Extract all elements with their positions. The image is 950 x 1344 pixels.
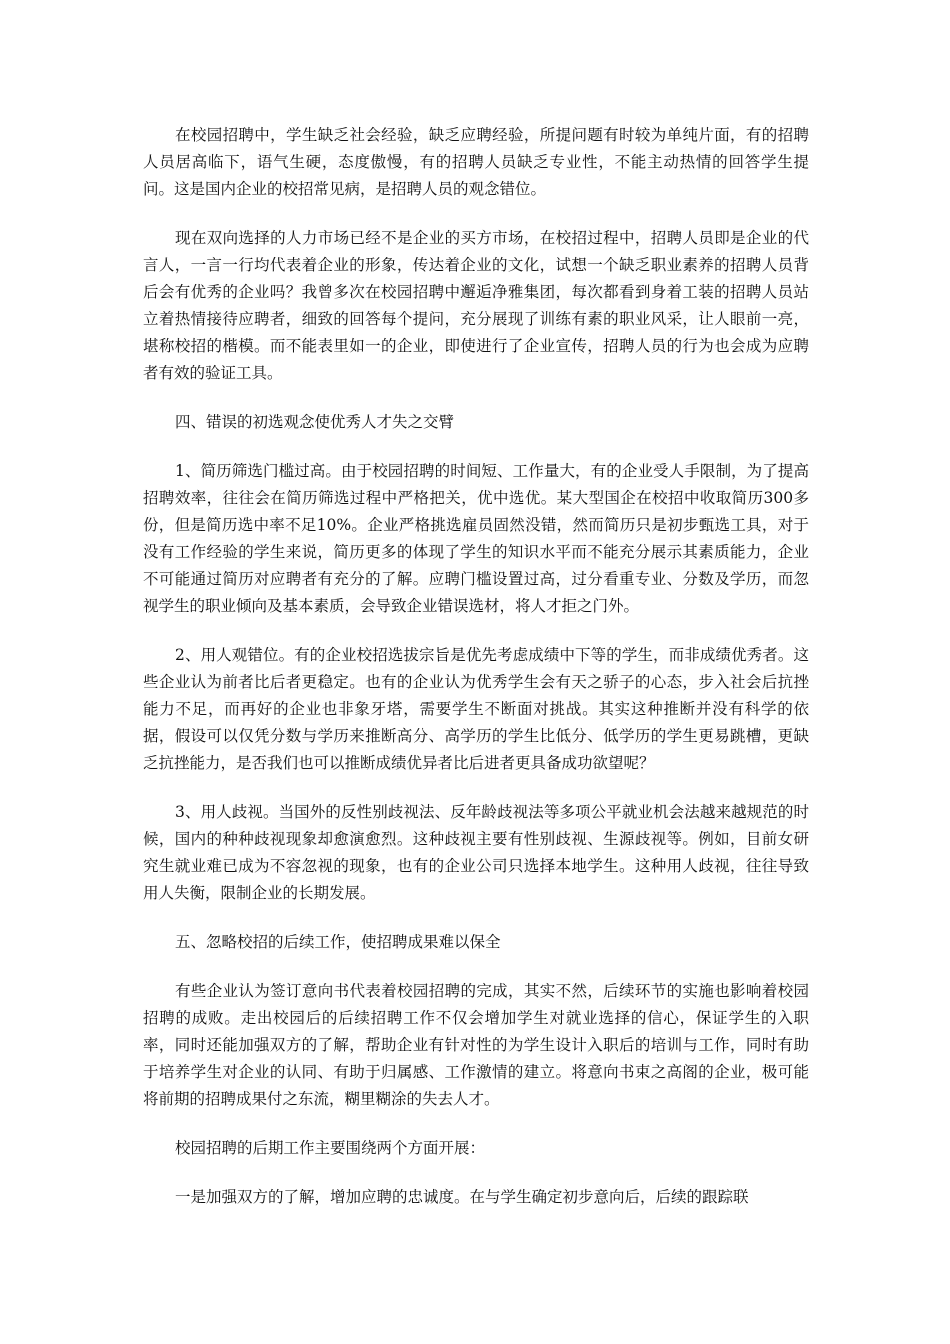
- paragraph: 校园招聘的后期工作主要围绕两个方面开展：: [175, 1139, 486, 1157]
- paragraph: 有些企业认为签订意向书代表着校园招聘的完成，其实不然，后续环节的实施也影响着校园招聘的成败。走出校园后的后续招聘工作不仅会增加学生对就业选择的信心，保证学生的入职率，同时还能加强双方的了解，帮助企业有针对性的为学生设计入职后的培训与工作，同时有助于培养学生对企业的认同、有助于归属感、工作激情的建立。将意向书束之高阁的企业，极可能将前期的招聘成果付之东流，糊里糊涂的失去人才。: [143, 982, 809, 1108]
- paragraph: 在校园招聘中，学生缺乏社会经验，缺乏应聘经验，所提问题有时较为单纯片面，有的招聘人员居高临下，语气生硬，态度傲慢，有的招聘人员缺乏专业性，不能主动热情的回答学生提问。这是国内企业的校招常见病，是招聘人员的观念错位。: [143, 126, 809, 198]
- paragraph: 1、简历筛选门槛过高。由于校园招聘的时间短、工作量大，有的企业受人手限制，为了提高招聘效率，往往会在简历筛选过程中严格把关，优中选优。某大型国企在校招中收取简历300多份，但是简历选中率不足10%。企业严格挑选雇员固然没错，然而简历只是初步甄选工具，对于没有工作经验的学生来说，简历更多的体现了学生的知识水平而不能充分展示其素质能力，企业不可能通过简历对应聘者有充分的了解。应聘门槛设置过高，过分看重专业、分数及学历，而忽视学生的职业倾向及基本素质，会导致企业错误选材，将人才拒之门外。: [143, 462, 809, 615]
- section-heading: 五、忽略校招的后续工作，使招聘成果难以保全: [175, 933, 501, 951]
- paragraph: 现在双向选择的人力市场已经不是企业的买方市场，在校招过程中，招聘人员即是企业的代言人，一言一行均代表着企业的形象，传达着企业的文化，试想一个缺乏职业素养的招聘人员背后会有优秀的企业吗？我曾多次在校园招聘中邂逅净雅集团，每次都看到身着工装的招聘人员站立着热情接待应聘者，细致的回答每个提问，充分展现了训练有素的职业风采，让人眼前一亮，堪称校招的楷模。而不能表里如一的企业，即使进行了企业宣传，招聘人员的行为也会成为应聘者有效的验证工具。: [143, 229, 809, 382]
- paragraph: 3、用人歧视。当国外的反性别歧视法、反年龄歧视法等多项公平就业机会法越来越规范的时候，国内的种种歧视现象却愈演愈烈。这种歧视主要有性别歧视、生源歧视等。例如，目前女研究生就业难已成为不容忽视的现象，也有的企业公司只选择本地学生。这种用人歧视，往往导致用人失衡，限制企业的长期发展。: [143, 803, 809, 902]
- document-body: [143, 122, 809, 1233]
- section-heading: 四、错误的初选观念使优秀人才失之交臂: [175, 413, 455, 431]
- paragraph: 2、用人观错位。有的企业校招选拔宗旨是优先考虑成绩中下等的学生，而非成绩优秀者。这些企业认为前者比后者更稳定。也有的企业认为优秀学生会有天之骄子的心态，步入社会后抗挫能力不足，而再好的企业也非象牙塔，需要学生不断面对挑战。其实这种推断并没有科学的依据，假设可以仅凭分数与学历来推断高分、高学历的学生比低分、低学历的学生更易跳槽，更缺乏抗挫能力，是否我们也可以推断成绩优异者比后进者更具备成功欲望呢？: [143, 646, 809, 772]
- paragraph: 一是加强双方的了解，增加应聘的忠诚度。在与学生确定初步意向后，后续的跟踪联: [175, 1188, 749, 1206]
